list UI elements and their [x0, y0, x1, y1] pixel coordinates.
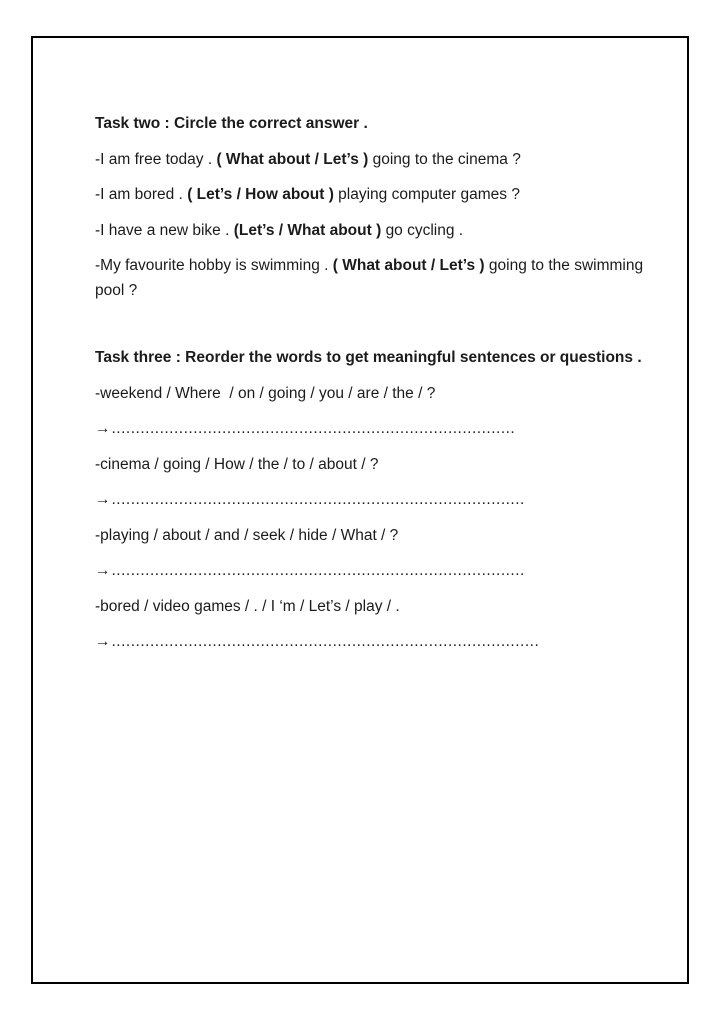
dotted-answer-line: ......................................................................................... — [111, 633, 540, 650]
task-three-prompt-1: -weekend / Where / on / going / you / are / the / ? — [95, 384, 436, 402]
task-three-answer-line-4 — [95, 630, 647, 655]
dotted-answer-line: .................................................................................... — [111, 420, 516, 437]
dotted-answer-line: ...................................................................................... — [111, 562, 525, 579]
right-arrow-icon: → — [95, 491, 111, 508]
right-arrow-icon: → — [95, 420, 111, 437]
dotted-answer-line: ...................................................................................... — [111, 491, 525, 508]
right-arrow-icon: → — [95, 562, 111, 579]
task-three-answer-line-3 — [95, 559, 647, 584]
worksheet-content — [95, 112, 647, 666]
task-three-prompt-4: -bored / video games / . / I ‘m / Let’s / play / . — [95, 597, 400, 615]
task-two-item-1: -I am free today . ( What about / Let’s ) going to the cinema ? — [95, 150, 521, 168]
right-arrow-icon: → — [95, 633, 111, 650]
task-two-title: Task two : Circle the correct answer . — [95, 115, 368, 132]
task-three-title: Task three : Reorder the words to get meaningful sentences or questions . — [95, 349, 642, 366]
task-two-item-4: -My favourite hobby is swimming . ( What about / Let’s ) going to the swimming pool ? — [95, 257, 648, 299]
section-spacer — [95, 314, 647, 346]
task-three-prompt-2: -cinema / going / How / the / to / about / ? — [95, 455, 379, 473]
task-three-prompt-3: -playing / about / and / seek / hide / What / ? — [95, 526, 399, 544]
task-two-item-3: -I have a new bike . (Let’s / What about ) go cycling . — [95, 221, 464, 239]
task-three-answer-line-1 — [95, 417, 647, 442]
task-two-item-2: -I am bored . ( Let’s / How about ) playing computer games ? — [95, 186, 520, 203]
task-three-answer-line-2 — [95, 488, 647, 513]
